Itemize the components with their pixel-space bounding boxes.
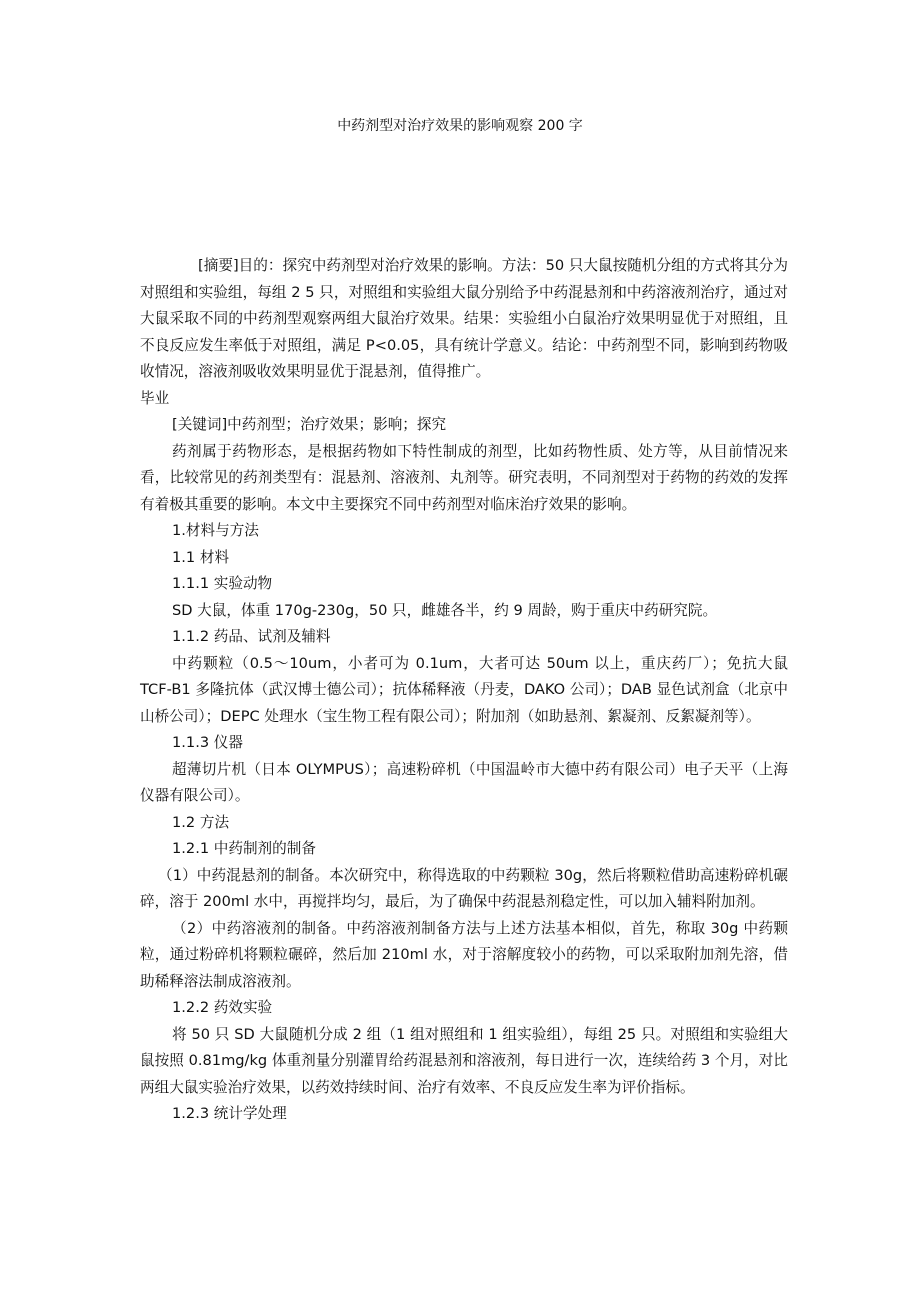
preparation-suspension-paragraph: （1）中药混悬剂的制备。本次研究中，称得选取的中药颗粒 30g，然后将颗粒借助高速粉碎机碾碎，溶于 200ml 水中，再搅拌均匀，最后，为了确保中药混悬剂稳定性，可以加入辅料附加剂。	[140, 866, 788, 910]
intro-paragraph: 药剂属于药物形态，是根据药物如下特性制成的剂型，比如药物性质、处方等，从目前情况来看，比较常见的药剂类型有：混悬剂、溶液剂、丸剂等。研究表明，不同剂型对于药物的药效的发挥有着极其重要的影响。本文中主要探究不同中药剂型对临床治疗效果的影响。	[140, 442, 788, 513]
heading-methods: 1.2 方法	[172, 813, 230, 831]
drugs-paragraph: 中药颗粒（0.5～10um，小者可为 0.1um，大者可达 50um 以上，重庆药厂）；免抗大鼠 TCF-B1 多隆抗体（武汉博士德公司）；抗体稀释液（丹麦，DAKO 公司）；DAB 显色试剂盒（北京中山桥公司）；DEPC 处理水（宝生物工程有限公司）；附加剂（如助悬剂、絮凝剂、反絮凝剂等）。	[140, 654, 788, 725]
abstract-paragraph: [摘要]目的：探究中药剂型对治疗效果的影响。方法：50 只大鼠按随机分组的方式将其分为对照组和实验组，每组 2 5 只，对照组和实验组大鼠分别给予中药混悬剂和中药溶液剂治疗，通过对大鼠采取不同的中药剂型观察两组大鼠治疗效果。结果：实验组小白鼠治疗效果明显优于对照组，且不良反应发生率低于对照组，满足 P<0.05，具有统计学意义。结论：中药剂型不同，影响到药物吸收情况，溶液剂吸收效果明显优于混悬剂，值得推广。	[140, 257, 788, 380]
experiment-paragraph: 将 50 只 SD 大鼠随机分成 2 组（1 组对照组和 1 组实验组），每组 25 只。对照组和实验组大鼠按照 0.81mg/kg 体重剂量分别灌胃给药混悬剂和溶液剂，每日进行一次，连续给药 3 个月，对比两组大鼠实验治疗效果，以药效持续时间、治疗有效率、不良反应发生率为评价指标。	[140, 1025, 788, 1096]
heading-materials-methods: 1.材料与方法	[172, 522, 259, 539]
abstract-tail-text: 毕业	[140, 389, 170, 407]
heading-materials: 1.1 材料	[172, 548, 230, 566]
keywords-paragraph: [关键词]中药剂型；治疗效果；影响；探究	[172, 416, 447, 433]
preparation-solution-paragraph: （2）中药溶液剂的制备。中药溶液剂制备方法与上述方法基本相似，首先，称取 30g 中药颗粒，通过粉碎机将颗粒碾碎，然后加 210ml 水，对于溶解度较小的药物，可以采取附加剂先溶，借助稀释溶法制成溶液剂。	[140, 919, 788, 990]
instruments-paragraph: 超薄切片机（日本 OLYMPUS）；高速粉碎机（中国温岭市大德中药有限公司）电子天平（上海仪器有限公司）。	[140, 760, 788, 804]
heading-preparation: 1.2.1 中药制剂的制备	[172, 840, 316, 857]
document-body	[140, 253, 788, 1128]
heading-statistics: 1.2.3 统计学处理	[172, 1105, 287, 1122]
animals-paragraph: SD 大鼠，体重 170g-230g，50 只，雌雄各半，约 9 周龄，购于重庆中药研究院。	[172, 601, 718, 619]
heading-animals: 1.1.1 实验动物	[172, 575, 273, 592]
heading-efficacy-experiment: 1.2.2 药效实验	[172, 999, 273, 1016]
document-title: 中药剂型对治疗效果的影响观察 200 字	[337, 118, 583, 134]
heading-drugs: 1.1.2 药品、试剂及辅料	[172, 628, 331, 645]
heading-instruments: 1.1.3 仪器	[172, 734, 243, 751]
